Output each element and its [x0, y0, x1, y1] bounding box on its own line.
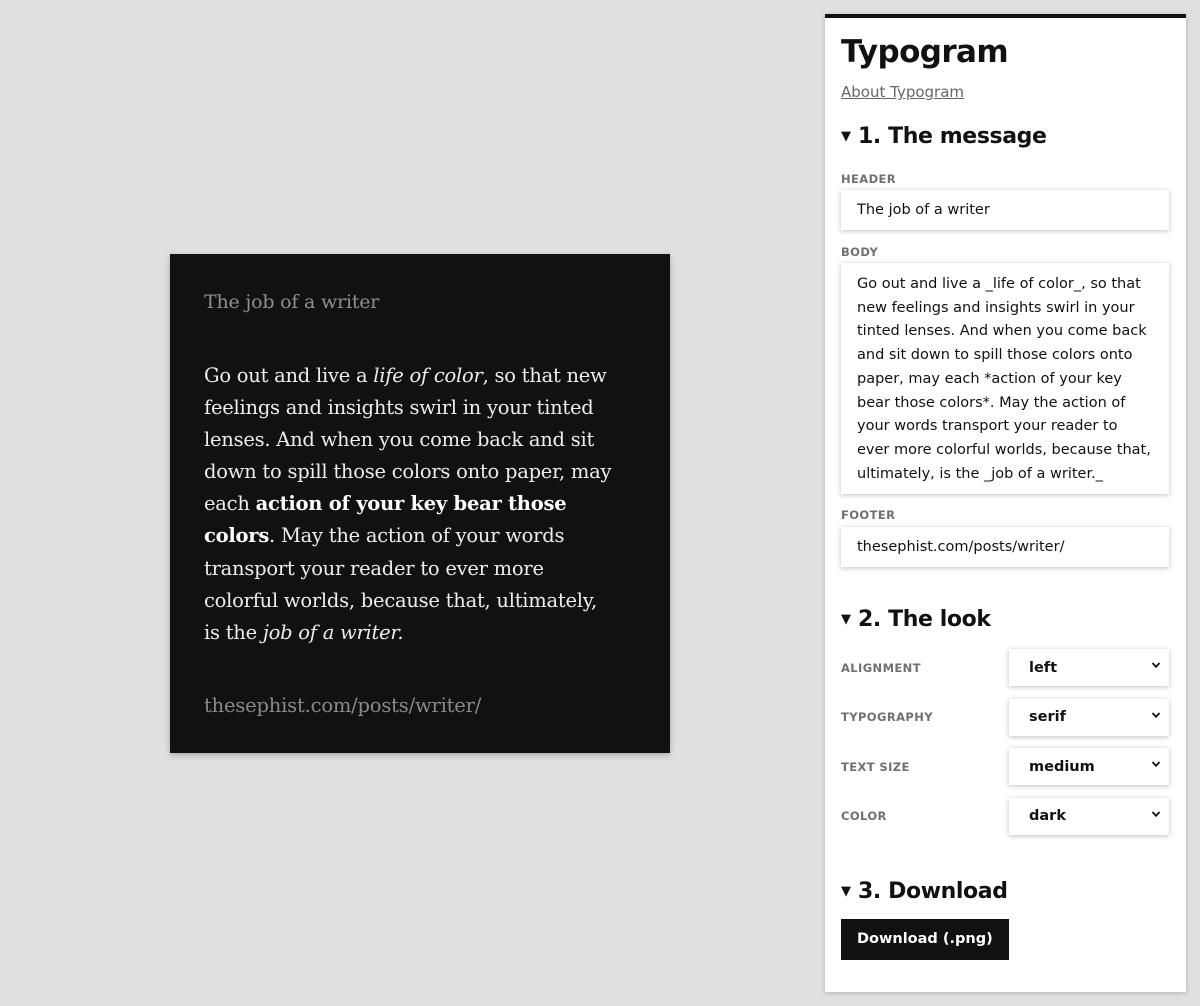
- triangle-down-icon: ▼: [841, 612, 851, 627]
- header-input[interactable]: [841, 190, 1169, 230]
- preview-body: [204, 360, 636, 649]
- settings-panel: [825, 14, 1186, 992]
- about-typogram-link[interactable]: About Typogram: [841, 83, 965, 101]
- body-italic-span: job of a writer.: [262, 620, 404, 644]
- preview-footer: thesephist.com/posts/writer/: [204, 693, 482, 717]
- section-download-toggle[interactable]: [841, 877, 1169, 907]
- color-label: COLOR: [841, 809, 887, 824]
- body-field-label: BODY: [841, 245, 879, 259]
- footer-field-label: FOOTER: [841, 508, 896, 522]
- typogram-preview-card: [170, 254, 670, 753]
- header-field-label: HEADER: [841, 172, 897, 186]
- preview-header: The job of a writer: [204, 291, 380, 313]
- footer-input[interactable]: [841, 527, 1169, 567]
- text-size-row: [841, 742, 1169, 792]
- typography-row: [841, 693, 1169, 743]
- section-message-toggle[interactable]: [841, 122, 1169, 152]
- look-options: [841, 643, 1169, 841]
- section-look-toggle[interactable]: [841, 605, 1169, 635]
- typography-label: TYPOGRAPHY: [841, 710, 933, 725]
- text-size-label: TEXT SIZE: [841, 759, 910, 774]
- color-select-wrap: [1009, 798, 1169, 835]
- section-look-title: 2. The look: [858, 607, 991, 632]
- color-row: [841, 792, 1169, 842]
- alignment-label: ALIGNMENT: [841, 660, 921, 675]
- triangle-down-icon: ▼: [841, 129, 851, 144]
- body-textarea[interactable]: [841, 263, 1169, 494]
- body-text-span: , so that new feelings and insights swirl in your tinted lenses. And when you come back and sit down to spill those colors onto paper, may each: [204, 364, 612, 516]
- download-png-button[interactable]: Download (.png): [841, 919, 1009, 960]
- typography-select-wrap: [1009, 699, 1169, 736]
- triangle-down-icon: ▼: [841, 884, 851, 899]
- section-message-title: 1. The message: [858, 124, 1047, 149]
- app-title: Typogram: [841, 34, 1009, 70]
- color-select[interactable]: [1009, 798, 1169, 835]
- alignment-row: [841, 643, 1169, 693]
- text-size-select[interactable]: [1009, 748, 1169, 785]
- typography-select[interactable]: [1009, 699, 1169, 736]
- body-text-span: Go out and live a: [204, 364, 374, 387]
- text-size-select-wrap: [1009, 748, 1169, 785]
- body-italic-span: life of color: [373, 364, 483, 387]
- body-text-span: . May the action of your words transport your reader to ever more colorful worlds, because that, ultimately, is the: [204, 524, 597, 644]
- alignment-select-wrap: [1009, 649, 1169, 686]
- body-bold-span: action of your key bear those colors: [204, 492, 567, 548]
- alignment-select[interactable]: [1009, 649, 1169, 686]
- section-download-title: 3. Download: [858, 879, 1008, 904]
